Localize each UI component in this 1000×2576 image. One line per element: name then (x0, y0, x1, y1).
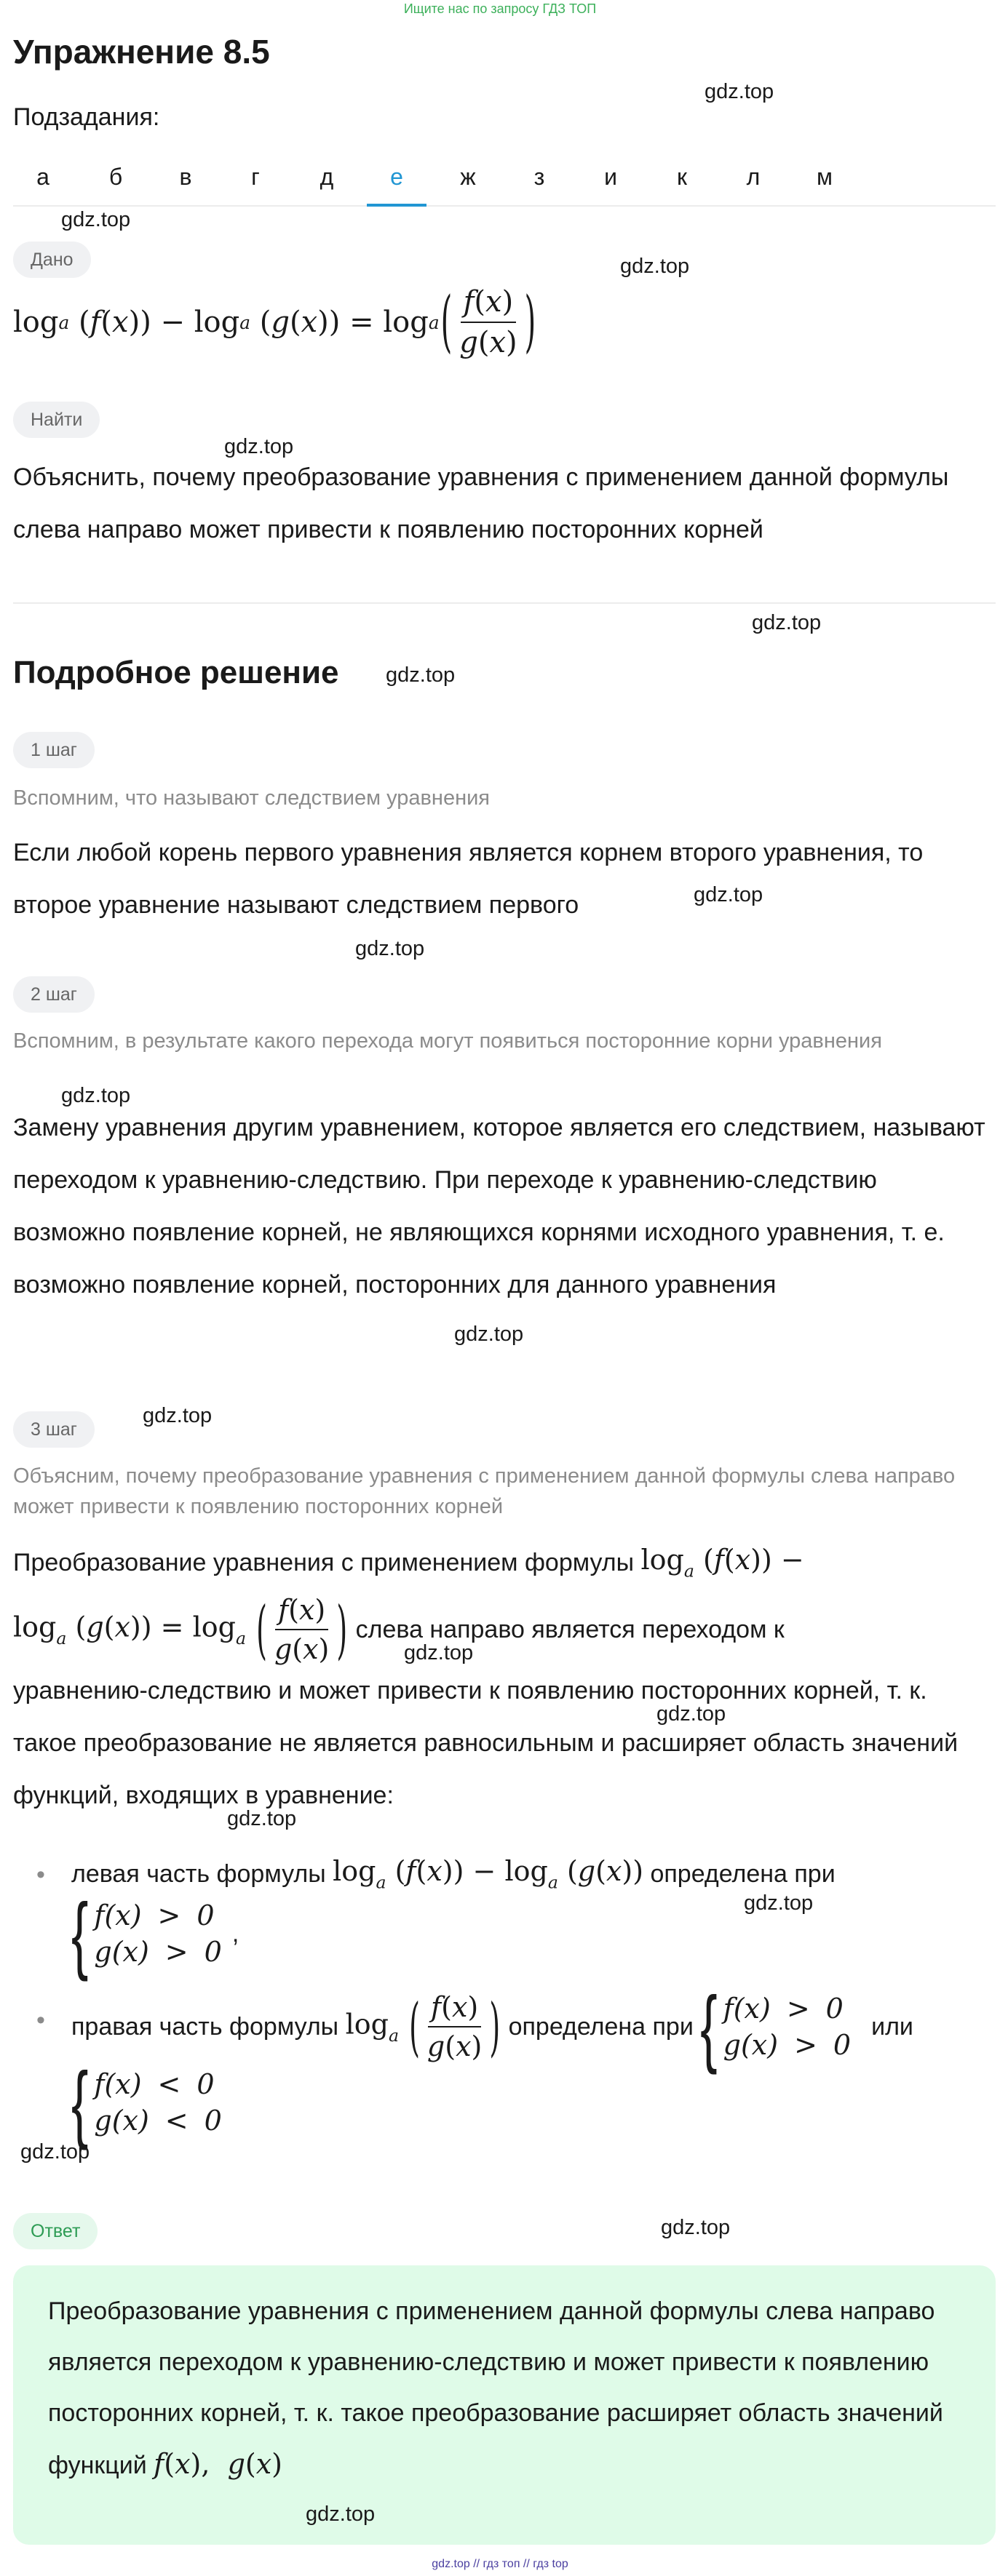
section-divider (13, 602, 996, 604)
answer-chip: Ответ (13, 2213, 98, 2249)
watermark: gdz.top (752, 611, 822, 634)
step3-line2-text: слева направо является переходом к (355, 1615, 785, 1643)
or-text: или (871, 2012, 913, 2041)
tab-7[interactable]: ж (460, 164, 476, 190)
tab-9[interactable]: и (604, 164, 617, 190)
subtask-tabs (13, 159, 996, 207)
step3-line1: Преобразование уравнения с применением формулы $\log_a (f(x))$ − (13, 1544, 804, 1582)
watermark: gdz.top (705, 80, 774, 103)
watermark: gdz.top (61, 208, 131, 231)
tab-2[interactable]: б (108, 164, 123, 190)
watermark: gdz.top (143, 1404, 213, 1427)
bullet-dot: • (36, 1861, 45, 1889)
step3-line2: $\log_a (g(x)) = \log_a$ ( $\frac{f(x)}{g(x)}$ ) слева направо является переходом к (13, 1592, 785, 1667)
bullet2-line: правая часть формулы $\log_a$ ( $\frac{f(x)}{g(x)}$ ) определена при { f(x) > 0 g(x) > 0 или (71, 1978, 913, 2075)
step-note: Вспомним, что называют следствием уравнения (13, 786, 490, 810)
tab-1[interactable]: а (36, 164, 49, 190)
step-text: Замену уравнения другим уравнением, которое является его следствием, называют переходом к уравнению-следствию. При переходе к уравнению-следствию возможно появление корней, не являющихся корнями исходного уравнения, т. е. возможно появление корней, посторонних для данного уравнения (13, 1114, 985, 1299)
watermark: gdz.top (404, 1641, 474, 1664)
bullet1-system: { f(x) > 0 g(x) > 0 , (71, 1885, 239, 1982)
answer-box (13, 2265, 996, 2545)
tab-6[interactable]: е (367, 159, 426, 207)
step-chip: 2 шаг (13, 976, 95, 1013)
tab-11[interactable]: л (746, 164, 761, 190)
step-chip: 1 шаг (13, 732, 95, 768)
bullet2-system: { f(x) < 0 g(x) < 0 (71, 2054, 222, 2151)
answer-body: Преобразование уравнения с применением данной формулы слева направо является переходом к уравнению-следствию и может привести к появлению посторонних корней, т. к. такое преобразование расширяет область значений функций (48, 2297, 943, 2479)
answer-text: Преобразование уравнения с применением данной формулы слева направо является переходом к уравнению-следствию и может привести к появлению посторонних корней, т. к. такое преобразование расширяет область значений функций f(x), g(x) (48, 2297, 943, 2480)
bullet1-line: левая часть формулы $\log_a (f(x)) - \log_a (g(x))$ определена при (71, 1855, 836, 1893)
watermark: gdz.top (227, 1807, 297, 1830)
bullet1-suffix: определена при (650, 1859, 836, 1888)
bullet1-text: левая часть формулы (71, 1859, 326, 1888)
footer: gdz.top // гдз топ // гдз top (432, 2558, 568, 2570)
watermark: gdz.top (454, 1323, 524, 1346)
tab-5[interactable]: д (320, 164, 334, 190)
bullet-dot: • (36, 2006, 45, 2034)
watermark: gdz.top (306, 2503, 376, 2526)
page-title: Упражнение 8.5 (13, 33, 270, 71)
watermark: gdz.top (355, 937, 425, 960)
watermark: gdz.top (661, 2216, 731, 2239)
tab-4[interactable]: г (251, 164, 260, 190)
step-note: Объясним, почему преобразование уравнения с применением данной формулы слева направо может привести к появлению посторонних корней (13, 1464, 956, 1518)
watermark: gdz.top (61, 1084, 131, 1107)
watermark: gdz.top (656, 1702, 726, 1726)
subtasks-label: Подзадания: (13, 103, 160, 131)
bullet2-suffix: определена при (508, 2012, 694, 2041)
watermark: gdz.top (620, 255, 690, 278)
step3-rest-text: уравнению-следствию и может привести к появлению посторонних корней, т. к. такое преобразование не является равносильным и расширяет область значений функций, входящих в уравнение: (13, 1677, 959, 1809)
tab-12[interactable]: м (817, 164, 833, 190)
top-search-hint[interactable]: Ищите нас по запросу ГДЗ ТОП (403, 1, 597, 16)
bullet2-text: правая часть формулы (71, 2012, 339, 2041)
watermark: gdz.top (744, 1891, 814, 1915)
watermark: gdz.top (20, 2140, 90, 2164)
watermark: gdz.top (694, 883, 763, 906)
tab-3[interactable]: в (179, 164, 192, 190)
step-note: Вспомним, в результате какого перехода могут появиться посторонние корни уравнения (13, 1029, 882, 1053)
step3-line1-text: Преобразование уравнения с применением формулы (13, 1548, 635, 1576)
step-chip: 3 шаг (13, 1411, 95, 1448)
step-text: Если любой корень первого уравнения является корнем второго уравнения, то второе уравнение называют следствием первого (13, 839, 924, 919)
tab-10[interactable]: к (677, 164, 687, 190)
watermark: gdz.top (224, 435, 294, 458)
solution-title: Подробное решение (13, 655, 339, 690)
watermark: gdz.top (386, 663, 456, 687)
given-formula: log a ( f ( x )) − log a ( g ( x )) = log a ( $\frac{f(x)}{g(x)}$ ) (13, 284, 536, 361)
given-chip: Дано (13, 242, 91, 278)
find-text: Объяснить, почему преобразование уравнения с применением данной формулы слева направо может привести к появлению посторонних корней (13, 463, 949, 543)
tab-8[interactable]: з (533, 164, 545, 190)
find-chip: Найти (13, 402, 100, 438)
